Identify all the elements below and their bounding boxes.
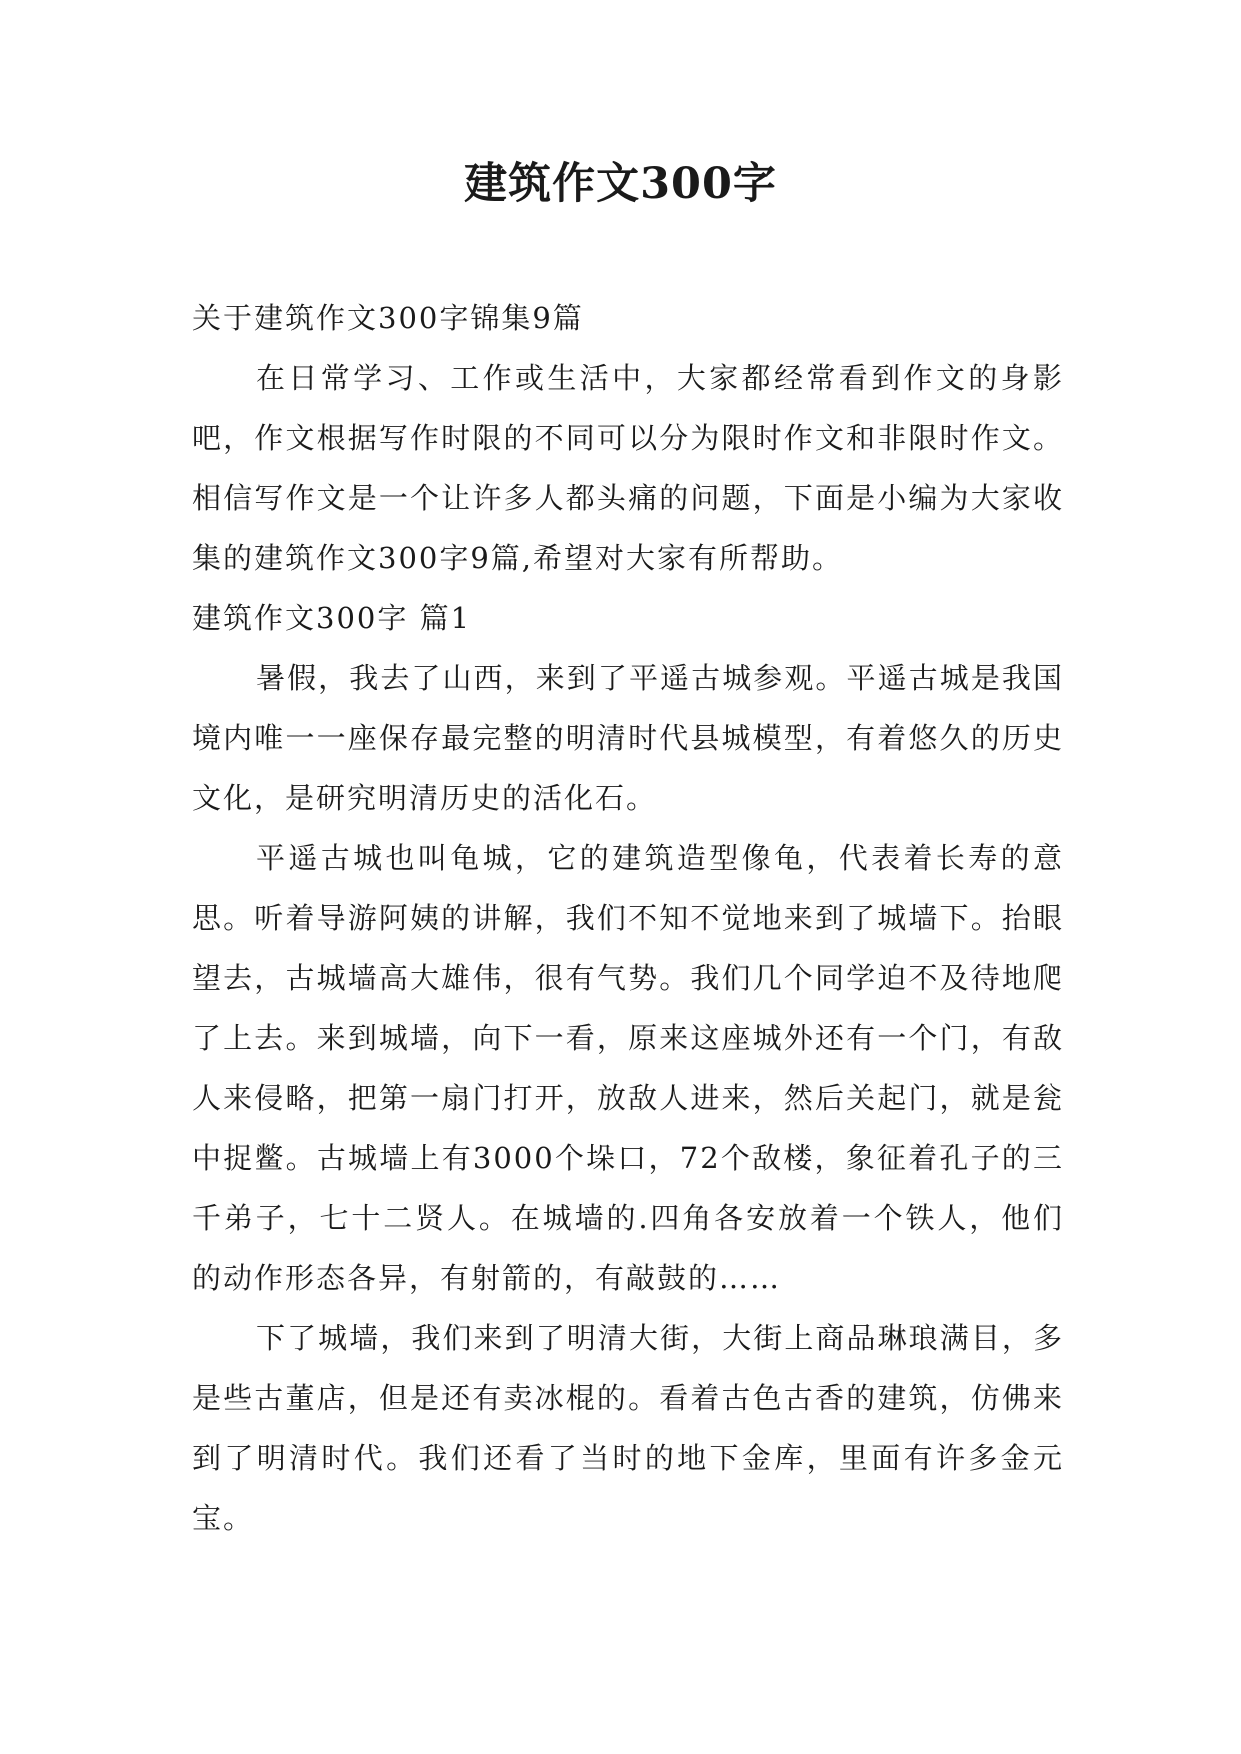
body-paragraph-3: 下了城墙，我们来到了明清大街，大街上商品琳琅满目，多是些古董店，但是还有卖冰棍的。看着古色古香的建筑，仿佛来到了明清时代。我们还看了当时的地下金库，里面有许多金元宝。 [192,1321,1064,1535]
body-paragraph-2: 平遥古城也叫龟城，它的建筑造型像龟，代表着长寿的意思。听着导游阿姨的讲解，我们不知不觉地来到了城墙下。抬眼望去，古城墙高大雄伟，很有气势。我们几个同学迫不及待地爬了上去。来到城墙，向下一看，原来这座城外还有一个门，有敌人来侵略，把第一扇门打开，放敌人进来，然后关起门，就是瓮中捉鳖。古城墙上有3000个垛口，72个敌楼，象征着孔子的三千弟子，七十二贤人。在城墙的.四角各安放着一个铁人，他们的动作形态各异，有射箭的，有敲鼓的…… [192,841,1064,1295]
section-heading: 建筑作文300字 篇1 [192,601,472,635]
document-body [192,288,1064,1548]
body-paragraph-1: 暑假，我去了山西，来到了平遥古城参观。平遥古城是我国境内唯一一座保存最完整的明清时代县城模型，有着悠久的历史文化，是研究明清历史的活化石。 [192,661,1064,815]
document-title: 建筑作文300字 [464,159,777,209]
document-subtitle: 关于建筑作文300字锦集9篇 [192,301,584,335]
intro-paragraph: 在日常学习、工作或生活中，大家都经常看到作文的身影吧，作文根据写作时限的不同可以分为限时作文和非限时作文。相信写作文是一个让许多人都头痛的问题，下面是小编为大家收集的建筑作文300字9篇,希望对大家有所帮助。 [192,361,1064,575]
